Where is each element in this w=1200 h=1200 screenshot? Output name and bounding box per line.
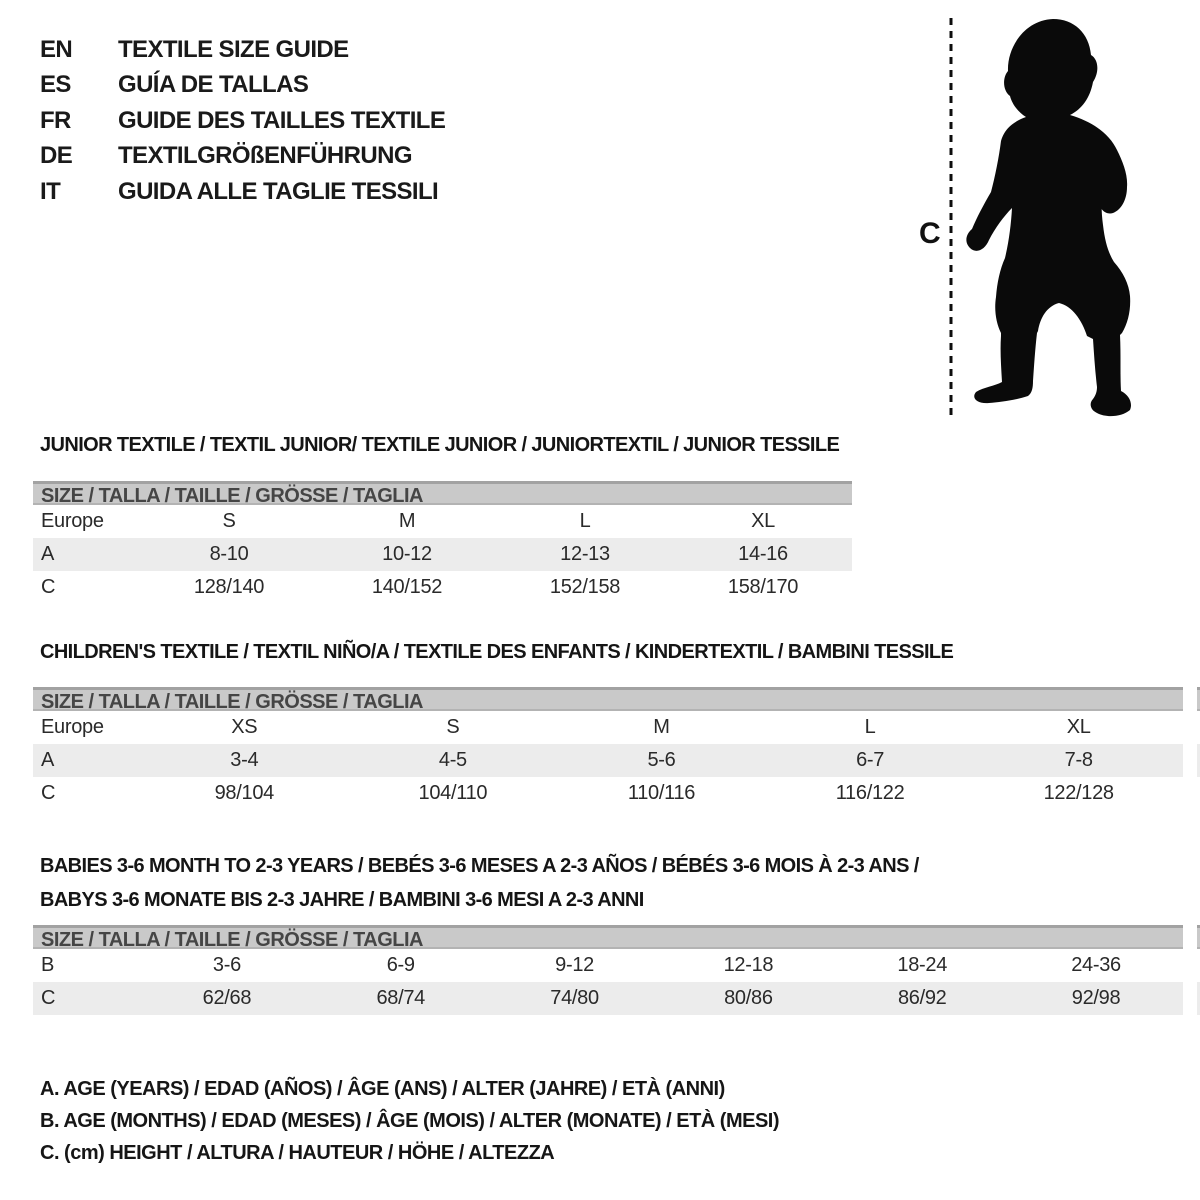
size-table-header: SIZE / TALLA / TAILLE / GRÖSSE / TAGLIA: [33, 925, 1200, 949]
size-cell: 12-13: [560, 543, 610, 565]
table-row: [33, 949, 1200, 982]
language-code: FR: [40, 106, 71, 134]
language-row: [40, 32, 445, 68]
size-cell: 86/92: [897, 987, 947, 1009]
row-label: A: [41, 543, 55, 565]
size-cell: XL: [1066, 716, 1091, 738]
language-code: DE: [40, 142, 73, 170]
size-table: [33, 505, 852, 604]
size-cell: 8-10: [209, 543, 249, 565]
size-cell: 9-12: [555, 954, 594, 976]
language-code: ES: [40, 71, 71, 99]
size-cell: 98/104: [214, 782, 274, 804]
size-cell: S: [222, 510, 236, 532]
size-cell: 7-8: [1064, 749, 1093, 771]
section-childrens-textile: [33, 641, 1200, 810]
height-measure-label: C: [919, 217, 941, 250]
row-label: B: [41, 954, 55, 976]
size-cell: 24-36: [1071, 954, 1121, 976]
size-cell: 140/152: [371, 576, 443, 598]
language-row: [40, 68, 445, 104]
language-label: TEXTILGRÖßENFÜHRUNG: [118, 142, 412, 170]
size-table: [33, 949, 1200, 1015]
size-cell: 152/158: [549, 576, 621, 598]
section-title: [40, 849, 1200, 917]
size-cell: 6-7: [856, 749, 885, 771]
section-title-line: BABYS 3-6 MONATE BIS 2-3 JAHRE / BAMBINI 3-6 MESI A 2-3 ANNI: [40, 889, 644, 911]
table-edge-gutter: [1183, 925, 1197, 1020]
row-label: Europe: [41, 510, 104, 532]
size-cell: 10-12: [382, 543, 432, 565]
size-cell: 80/86: [724, 987, 773, 1009]
table-row: [33, 571, 852, 604]
table-row: [33, 777, 1200, 810]
row-label: Europe: [41, 716, 104, 738]
row-label: C: [41, 576, 56, 598]
size-cell: 128/140: [193, 576, 265, 598]
size-cell: M: [653, 716, 670, 738]
toddler-silhouette-icon: [966, 19, 1131, 416]
size-cell: M: [398, 510, 416, 532]
row-label: C: [41, 987, 56, 1009]
size-cell: 110/116: [627, 782, 696, 804]
size-cell: 92/98: [1071, 987, 1121, 1009]
language-list: [40, 32, 445, 210]
size-cell: L: [864, 716, 876, 738]
size-cell: 116/122: [835, 782, 905, 804]
row-label: A: [41, 749, 55, 771]
table-edge-gutter: [1183, 687, 1197, 815]
section-babies-textile: [33, 849, 1200, 1015]
legend-line: B. AGE (MONTHS) / EDAD (MESES) / ÂGE (MOIS) / ALTER (MONATE) / ETÀ (MESI): [40, 1110, 780, 1132]
section-title: [40, 434, 852, 457]
figure-canvas: [900, 0, 1200, 430]
size-cell: 62/68: [202, 987, 252, 1009]
size-cell: 3-6: [212, 954, 241, 976]
size-cell: XL: [751, 510, 775, 532]
size-cell: S: [446, 716, 460, 738]
size-cell: 5-6: [647, 749, 676, 771]
language-code: IT: [40, 177, 61, 205]
language-row: [40, 174, 445, 210]
section-title-line: CHILDREN'S TEXTILE / TEXTIL NIÑO/A / TEXTILE DES ENFANTS / KINDERTEXTIL / BAMBINI TESSILE: [40, 641, 954, 663]
section-title-line: BABIES 3-6 MONTH TO 2-3 YEARS / BEBÉS 3-6 MESES A 2-3 AÑOS / BÉBÉS 3-6 MOIS À 2-3 ANS /: [40, 855, 919, 877]
size-cell: L: [579, 510, 591, 532]
table-row: [33, 982, 1200, 1015]
size-cell: 74/80: [550, 987, 599, 1009]
size-cell: 3-4: [230, 749, 259, 771]
size-cell: 104/110: [418, 782, 488, 804]
table-row: [33, 744, 1200, 777]
table-row: [33, 711, 1200, 744]
row-label: C: [41, 782, 56, 804]
size-cell: XS: [231, 716, 258, 738]
table-row: [33, 538, 852, 571]
language-label: GUIDE DES TAILLES TEXTILE: [118, 106, 446, 134]
size-cell: 18-24: [897, 954, 948, 976]
language-label: GUIDA ALLE TAGLIE TESSILI: [118, 177, 439, 205]
legend-line: C. (cm) HEIGHT / ALTURA / HAUTEUR / HÖHE / ALTEZZA: [40, 1142, 555, 1164]
size-table-header: SIZE / TALLA / TAILLE / GRÖSSE / TAGLIA: [33, 481, 852, 505]
size-cell: 158/170: [727, 576, 799, 598]
legend-line: A. AGE (YEARS) / EDAD (AÑOS) / ÂGE (ANS) / ALTER (JAHRE) / ETÀ (ANNI): [40, 1078, 725, 1100]
size-cell: 12-18: [723, 954, 774, 976]
size-cell: 6-9: [386, 954, 415, 976]
language-label: GUÍA DE TALLAS: [118, 71, 309, 99]
language-row: [40, 103, 445, 139]
section-title: [40, 641, 1200, 664]
size-cell: 14-16: [738, 543, 788, 565]
height-measure-figure: [900, 0, 1200, 430]
section-junior-textile: [33, 434, 852, 604]
size-cell: 68/74: [376, 987, 426, 1009]
size-cell: 122/128: [1043, 782, 1114, 804]
language-label: TEXTILE SIZE GUIDE: [118, 35, 349, 63]
language-code: EN: [40, 35, 73, 63]
size-cell: 4-5: [438, 749, 467, 771]
legend-notes: [40, 1073, 779, 1169]
language-row: [40, 139, 445, 175]
size-table: [33, 711, 1200, 810]
section-title-line: JUNIOR TEXTILE / TEXTIL JUNIOR/ TEXTILE JUNIOR / JUNIORTEXTIL / JUNIOR TESSILE: [40, 434, 840, 456]
table-row: [33, 505, 852, 538]
size-table-header: SIZE / TALLA / TAILLE / GRÖSSE / TAGLIA: [33, 687, 1200, 711]
